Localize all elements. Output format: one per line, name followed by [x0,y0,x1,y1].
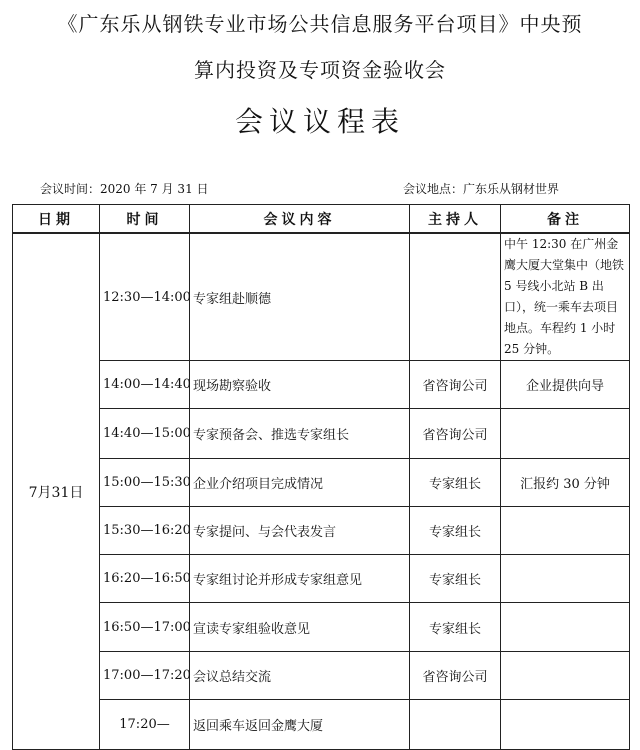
note-cell [501,700,630,750]
page-heading: 会议议程表 [234,105,405,138]
table-row [13,409,630,459]
header-date: 日期 [13,205,100,234]
header-note: 备注 [501,205,630,234]
host-cell: 专家组长 [410,555,501,603]
host-cell: 专家组长 [410,603,501,652]
content-cell: 专家组赴顺德 [190,233,410,361]
content-cell: 专家预备会、推选专家组长 [190,409,410,459]
host-cell: 省咨询公司 [410,652,501,700]
table-row [13,700,630,750]
time-cell: 12:30—14:00 [100,233,190,361]
table-row [13,361,630,409]
content-cell: 会议总结交流 [190,652,410,700]
meeting-time: 会议时间：2020 年 7 月 31 日 [40,182,209,196]
content-cell: 返回乘车返回金鹰大厦 [190,700,410,750]
note-cell [501,652,630,700]
note-cell [501,409,630,459]
table-row [13,603,630,652]
host-cell: 省咨询公司 [410,361,501,409]
content-cell: 宣读专家组验收意见 [190,603,410,652]
time-cell: 14:40—15:00 [100,409,190,459]
date-cell: 7月31日 [13,233,100,750]
table-row [13,459,630,507]
table-row [13,507,630,555]
note-cell: 中午 12:30 在广州金鹰大厦大堂集中（地铁 5 号线小北站 B 出口），统一乘车去项目地点。车程约 1 小时 25 分钟。 [501,233,630,361]
meeting-place: 会议地点：广东乐从钢材世界 [403,182,560,196]
host-cell [410,700,501,750]
note-cell: 企业提供向导 [501,361,630,409]
time-cell: 16:20—16:50 [100,555,190,603]
host-cell: 省咨询公司 [410,409,501,459]
host-cell: 专家组长 [410,507,501,555]
content-cell: 专家提问、与会代表发言 [190,507,410,555]
content-cell: 企业介绍项目完成情况 [190,459,410,507]
time-cell: 17:20— [100,700,190,750]
time-cell: 16:50—17:00 [100,603,190,652]
note-cell: 汇报约 30 分钟 [501,459,630,507]
header-content: 会议内容 [190,205,410,234]
content-cell: 专家组讨论并形成专家组意见 [190,555,410,603]
time-cell: 15:30—16:20 [100,507,190,555]
note-cell [501,555,630,603]
note-cell [501,507,630,555]
table-row [13,555,630,603]
table-header-row [13,205,630,234]
header-host: 主持人 [410,205,501,234]
title-line-1: 《广东乐从钢铁专业市场公共信息服务平台项目》中央预 [57,12,583,36]
agenda-table [12,204,630,750]
header-time: 时间 [100,205,190,234]
time-cell: 15:00—15:30 [100,459,190,507]
time-cell: 14:00—14:40 [100,361,190,409]
title-line-2: 算内投资及专项资金验收会 [194,58,446,82]
time-cell: 17:00—17:20 [100,652,190,700]
host-cell: 专家组长 [410,459,501,507]
content-cell: 现场勘察验收 [190,361,410,409]
note-cell [501,603,630,652]
host-cell [410,233,501,361]
table-row [13,652,630,700]
table-row [13,233,630,361]
